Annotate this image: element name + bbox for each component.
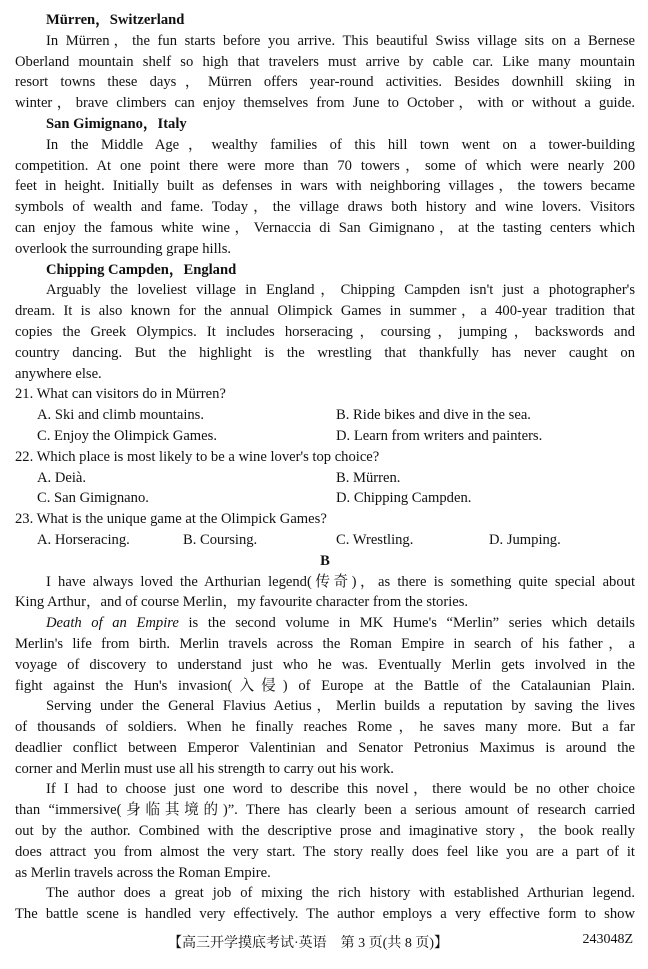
line-text: Oberland mountain shelf so high that travelers must arrive by cable car. Like many mountain	[15, 53, 635, 70]
line-text: The battle scene is handled very effectively. The author employs a very effective form to show	[15, 906, 635, 923]
answer-option: D. Chipping Campden.	[336, 490, 472, 507]
line-text: Chipping Campden，England	[46, 261, 237, 278]
line-text: does attract you from almost the very start. The story really does feel like you are a part of it	[15, 843, 635, 860]
line-text: In the Middle Age，wealthy families of this hill town went on a tower-building	[46, 136, 635, 153]
paragraph-line	[15, 842, 635, 863]
answer-option: D. Jumping.	[489, 531, 561, 548]
book-title: Death of an Empire	[46, 615, 179, 632]
paragraph-line	[15, 197, 635, 218]
line-text: If I had to choose just one word to describe this novel，there would be no other choice	[46, 781, 635, 798]
paragraph-line	[15, 738, 635, 759]
paragraph-line	[15, 31, 635, 52]
paragraph-line	[15, 613, 635, 634]
section-heading	[15, 260, 635, 281]
question-stem	[15, 384, 635, 405]
line-text: overlook the surrounding grape hills.	[15, 240, 232, 257]
question-stem	[15, 447, 635, 468]
paragraph-line	[15, 343, 635, 364]
paragraph-line	[15, 52, 635, 73]
answer-option: A. Deià.	[37, 469, 87, 486]
line-text: deadlier conflict between Emperor Valentinian and Senator Petronius Maximus is around the	[15, 739, 635, 756]
line-text: country dancing. But the highlight is the wrestling that thankfully has never caught on	[15, 344, 635, 361]
answer-option: A. Ski and climb mountains.	[37, 407, 205, 424]
paragraph-line	[15, 904, 635, 925]
paragraph-line	[15, 176, 635, 197]
line-text: Arguably the loveliest village in England，Chipping Campden isn't just a photographer's	[46, 282, 635, 299]
line-text: competition. At one point there were more than 70 towers，some of which were nearly 200	[15, 157, 635, 174]
line-text: Merlin's life from birth. Merlin travels across the Roman Empire in search of his father，a	[15, 635, 635, 652]
paragraph-line	[15, 696, 635, 717]
paragraph-line	[15, 301, 635, 322]
paragraph-line	[15, 280, 635, 301]
line-text: I have always loved the Arthurian legend(传奇)，as there is something quite special about	[46, 573, 635, 590]
answer-option: C. Enjoy the Olimpick Games.	[37, 427, 217, 444]
line-text: than “immersive(身临其境的)”. There has clearly been a serious amount of research carried	[15, 802, 635, 819]
paragraph-line	[15, 779, 635, 800]
line-text: 23. What is the unique game at the Olimpick Games?	[15, 511, 327, 528]
paragraph-line	[15, 322, 635, 343]
footer-page-label: 【高三开学摸底考试·英语 第 3 页(共 8 页)】	[168, 936, 448, 951]
line-text: copies the Greek Olympics. It includes horseracing，coursing，jumping，backswords and	[15, 323, 635, 340]
answer-option: B. Ride bikes and dive in the sea.	[336, 407, 531, 424]
answer-options	[15, 468, 635, 489]
line-text: is the second volume in MK Hume's “Merlin” series which details	[178, 615, 635, 632]
line-text: fight against the Hun's invasion(入侵) of Europe at the Battle of the Catalaunian Plain.	[15, 677, 635, 694]
line-text: voyage of discovery to understand just who he was. Eventually Merlin gets involved in the	[15, 656, 635, 673]
paragraph-line	[15, 863, 635, 884]
paragraph-line	[15, 93, 635, 114]
question-stem	[15, 509, 635, 530]
line-text: corner and Merlin must use all his strength to carry out his work.	[15, 760, 394, 777]
paragraph-line	[15, 634, 635, 655]
line-text: 21. What can visitors do in Mürren?	[15, 386, 226, 403]
answer-options	[15, 405, 635, 426]
answer-option: B. Mürren.	[336, 469, 401, 486]
paragraph-line	[15, 800, 635, 821]
answer-option: C. San Gimignano.	[37, 490, 149, 507]
line-text: symbols of wealth and fame. Today，the village draws both history and wine lovers. Visitors	[15, 199, 635, 216]
part-heading	[15, 551, 635, 572]
section-heading	[15, 10, 635, 31]
answer-option: A. Horseracing.	[37, 531, 130, 548]
section-heading	[15, 114, 635, 135]
paragraph-line	[15, 821, 635, 842]
line-text: Serving under the General Flavius Aetius，Merlin builds a reputation by saving the lives	[46, 698, 635, 715]
paragraph-line	[15, 218, 635, 239]
page-footer	[0, 932, 648, 952]
paragraph-line	[15, 72, 635, 93]
answer-option: C. Wrestling.	[336, 531, 414, 548]
line-text: anywhere else.	[15, 365, 102, 382]
footer-exam-code: 243048Z	[582, 932, 633, 947]
line-text: In Mürren，the fun starts before you arrive. This beautiful Swiss village sits on a Bernese	[46, 32, 635, 49]
line-text: 22. Which place is most likely to be a wine lover's top choice?	[15, 448, 380, 465]
paragraph-line	[15, 592, 635, 613]
paragraph-line	[15, 676, 635, 697]
line-text: The author does a great job of mixing the rich history with established Arthurian legend.	[46, 885, 635, 902]
paragraph-line	[15, 655, 635, 676]
answer-option: B. Coursing.	[183, 531, 258, 548]
paragraph-line	[15, 156, 635, 177]
line-text: dream. It is also known for the annual Olimpick Games in summer，a 400-year tradition that	[15, 303, 635, 320]
line-text: out by the author. Combined with the descriptive prose and imaginative story，the book really	[15, 823, 635, 840]
paragraph-line	[15, 239, 635, 260]
answer-options	[15, 530, 635, 551]
line-text: King Arthur，and of course Merlin，my favourite character from the stories.	[15, 594, 469, 611]
line-text: winter，brave climbers can enjoy themselves from June to October，with or without a guide.	[15, 95, 635, 112]
line-text: of thousands of soldiers. When he finally reaches Rome，he saves many more. But a far	[15, 719, 635, 736]
line-text: feet in height. Initially built as defenses in wars with neighboring villages，the towers became	[15, 178, 635, 195]
paragraph-line	[15, 364, 635, 385]
paragraph-line	[15, 135, 635, 156]
paragraph-line	[15, 759, 635, 780]
answer-options	[15, 426, 635, 447]
line-text: as Merlin travels across the Roman Empire.	[15, 864, 271, 881]
line-text: resort towns these days，Mürren offers year-round activities. Besides downhill skiing in	[15, 74, 635, 91]
line-text: Mürren，Switzerland	[46, 12, 185, 28]
paragraph-line	[15, 717, 635, 738]
line-text: can enjoy the famous white wine，Vernaccia di San Gimignano，at the tasting centers which	[15, 219, 635, 236]
line-text: B	[320, 552, 330, 569]
line-text: San Gimignano，Italy	[46, 115, 187, 132]
answer-option: D. Learn from writers and painters.	[336, 427, 543, 444]
answer-options	[15, 488, 635, 509]
paragraph-line	[15, 883, 635, 904]
exam-page-content	[15, 10, 635, 925]
paragraph-line	[15, 572, 635, 593]
